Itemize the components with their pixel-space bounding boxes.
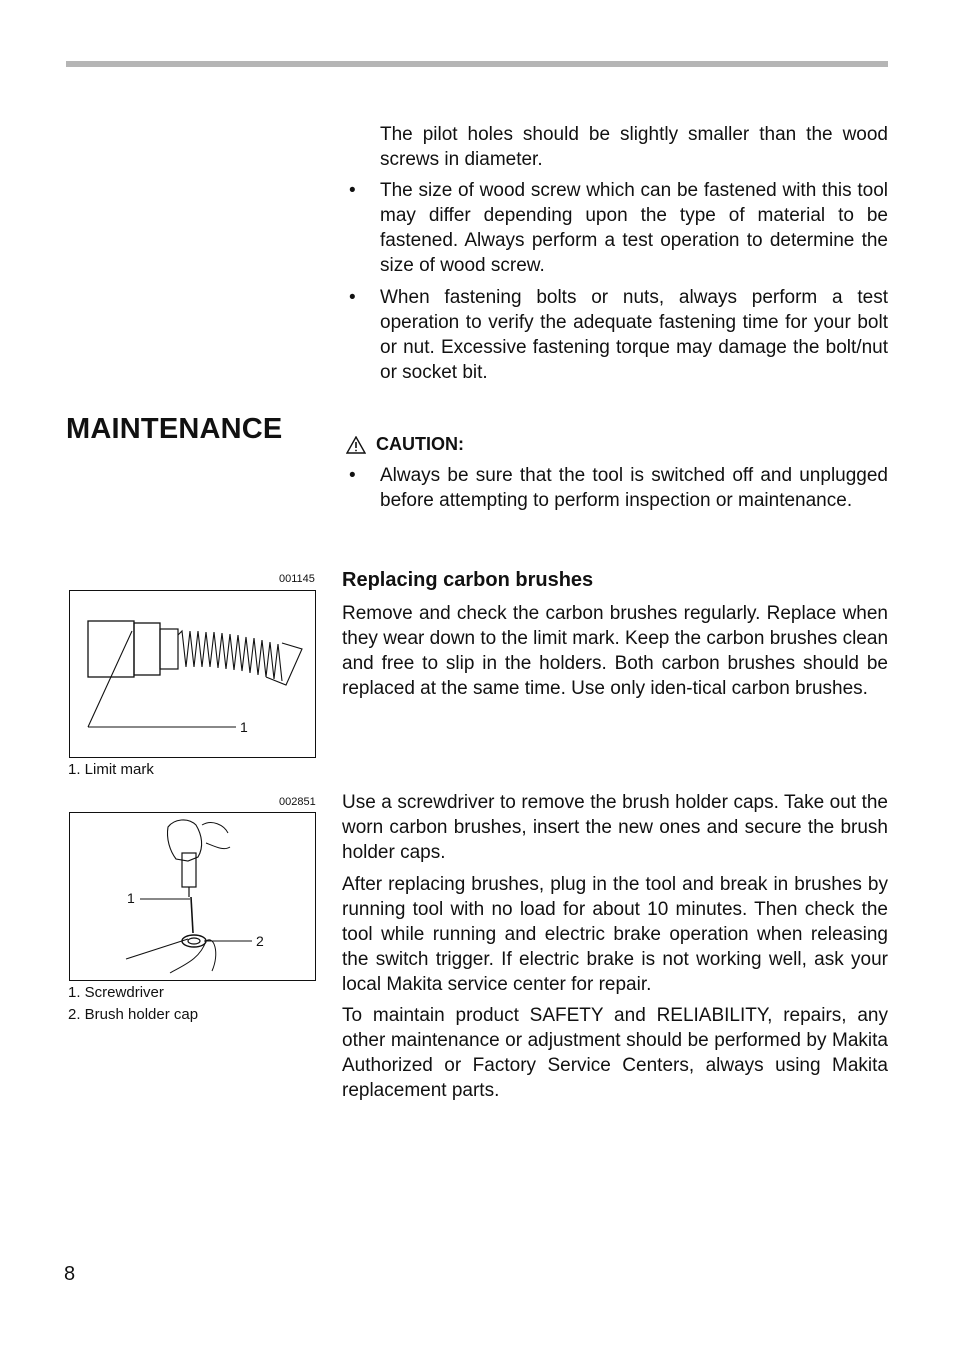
wood-screw-bullet: The size of wood screw which can be fastened with this tool may differ depending upon the type of material to be fastened. Always perform a test operation to determine the size of wood screw. [380,180,888,276]
figure-1-code: 001145 [279,573,315,585]
bolts-bullet: When fastening bolts or nuts, always perform a test operation to verify the adequate fastening time for your bolt or nut. Excessive fastening torque may damage the bolt/nut or socket bit. [380,287,888,383]
figure-2-caption-1: 1. Screwdriver [68,984,164,1001]
figure-1-caption: 1. Limit mark [68,761,154,778]
warning-triangle-icon [346,436,366,454]
page-number: 8 [64,1263,76,1285]
figure-2-caption-2: 2. Brush holder cap [68,1006,199,1023]
brushes-paragraph-3: After replacing brushes, plug in the tool and break in brushes by running tool with no load for about 10 minutes. Then check the tool while running and electric brake operation when releasing the switch trigger. If electric brake is not working well, ask your local Makita service center for repair. [342,874,888,995]
figure-1-carbon-brush [69,590,316,758]
bullet-symbol: • [349,180,356,201]
brushes-paragraph-4: To maintain product SAFETY and RELIABILITY, repairs, any other maintenance or adjustment should be performed by Makita Authorized or Factory Service Centers, always using Makita replacement parts. [342,1005,888,1101]
top-rule [66,61,888,67]
maintenance-heading: MAINTENANCE [66,413,283,445]
figure-2-callout-2: 2 [256,933,264,949]
bullet-symbol: • [349,287,356,308]
replacing-brushes-heading: Replacing carbon brushes [342,569,594,591]
figure-1-callout: 1 [240,719,248,735]
caution-label-row [346,434,464,455]
figure-2-code: 002851 [279,796,316,808]
figure-2-screwdriver [69,812,316,981]
pilot-holes-paragraph: The pilot holes should be slightly smaller than the wood screws in diameter. [380,124,888,170]
screwdriver-illustration [70,813,315,980]
bullet-symbol: • [349,465,356,486]
brushes-paragraph-1: Remove and check the carbon brushes regularly. Replace when they wear down to the limit mark. Keep the carbon brushes clean and free to slip in the holders. Both carbon brushes should be replaced at the same time. Use only iden-tical carbon brushes. [342,603,889,699]
figure-2-callout-1: 1 [127,890,135,906]
carbon-brush-illustration [70,591,315,757]
caution-bullet: Always be sure that the tool is switched off and unplugged before attempting to perform inspection or maintenance. [380,465,888,511]
brushes-paragraph-2: Use a screwdriver to remove the brush holder caps. Take out the worn carbon brushes, insert the new ones and secure the brush holder caps. [342,792,888,863]
caution-label: CAUTION: [376,434,464,454]
